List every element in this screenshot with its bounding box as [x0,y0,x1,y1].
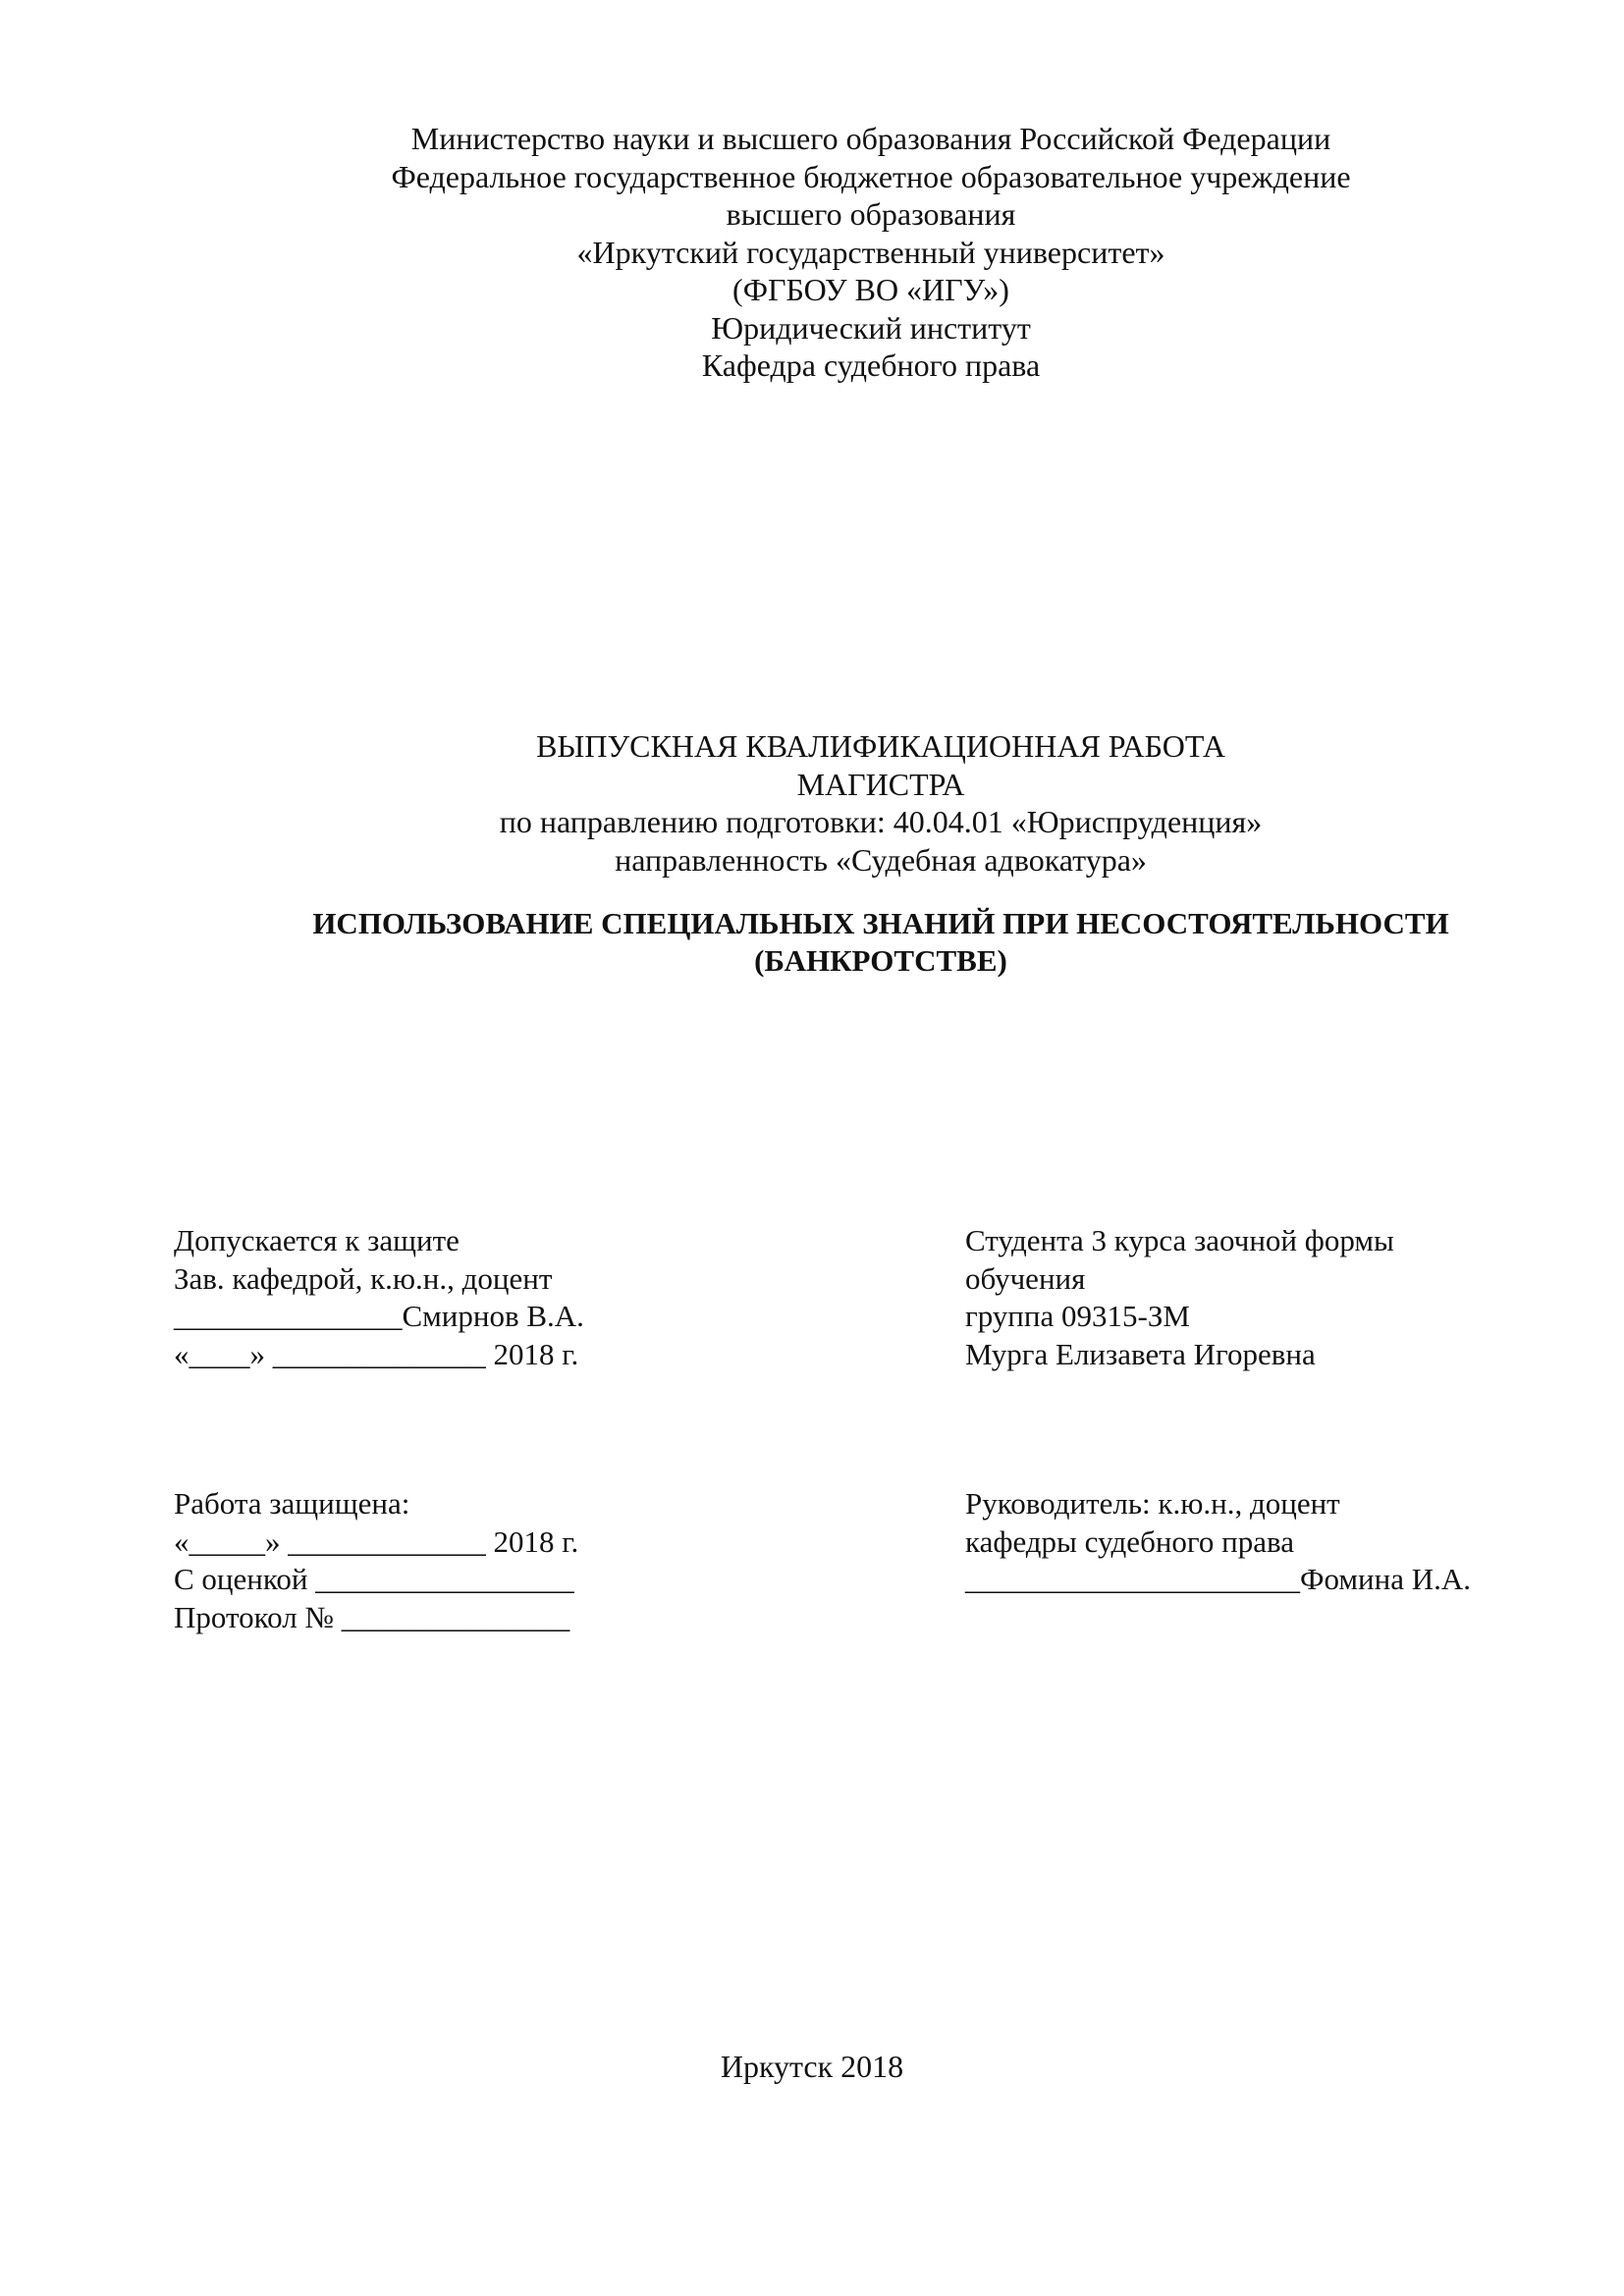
city-year-line: Иркутск 2018 [720,2049,904,2084]
supervisor-line-2: кафедры судебного права [965,1523,1294,1559]
thesis-title-line-1: ИСПОЛЬЗОВАНИЕ СПЕЦИАЛЬНЫХ ЗНАНИЙ ПРИ НЕСОСТОЯТЕЛЬНОСТИ [312,906,1449,940]
city-year [0,2048,1624,2086]
student-block [965,1222,1394,1373]
work-type-block [69,727,1624,879]
institute-line: Юридический институт [711,309,1031,346]
defense-block [174,1485,578,1636]
university-name-line: «Иркутский государственный университет» [576,234,1165,270]
student-name-line: Мурга Елизавета Игоревна [965,1336,1316,1371]
university-abbr-line: (ФГБОУ ВО «ИГУ») [732,272,1009,307]
student-group-line: группа 09315-ЗМ [965,1299,1190,1333]
work-type-line: ВЫПУСКНАЯ КВАЛИФИКАЦИОННАЯ РАБОТА [536,728,1225,764]
department-line: Кафедра судебного права [701,347,1041,383]
student-line-2: обучения [965,1260,1086,1296]
supervisor-signature-line: ______________________Фомина И.А. [965,1562,1471,1596]
supervisor-line-1: Руководитель: к.ю.н., доцент [965,1486,1340,1521]
specialization-line: направленность «Судебная адвокатура» [615,841,1147,878]
admission-date-line: «____» ______________ 2018 г. [174,1336,579,1371]
education-level-line: высшего образования [726,196,1016,232]
student-line-1: Студента 3 курса заочной формы [965,1223,1394,1257]
thesis-title-line-2: (БАНКРОТСТВЕ) [754,943,1007,978]
institution-type-line: Федеральное государственное бюджетное образовательное учреждение [391,158,1351,194]
admission-signature-line: _______________Смирнов В.А. [174,1299,584,1333]
defense-protocol-line: Протокол № _______________ [174,1599,570,1634]
admission-block [174,1222,584,1373]
degree-line: МАГИСТРА [796,766,965,802]
ministry-line: Министерство науки и высшего образования Российской Федерации [410,121,1331,156]
thesis-title [69,905,1624,980]
defense-line-1: Работа защищена: [174,1486,410,1521]
admission-line-2: Зав. кафедрой, к.ю.н., доцент [174,1260,553,1296]
training-direction-line: по направлению подготовки: 40.04.01 «Юриспруденция» [499,804,1263,839]
defense-grade-line: С оценкой _________________ [174,1562,574,1596]
institution-header [59,120,1624,385]
defense-date-line: «_____» _____________ 2018 г. [174,1523,579,1559]
admission-line-1: Допускается к защите [174,1223,460,1257]
supervisor-block [965,1485,1471,1599]
